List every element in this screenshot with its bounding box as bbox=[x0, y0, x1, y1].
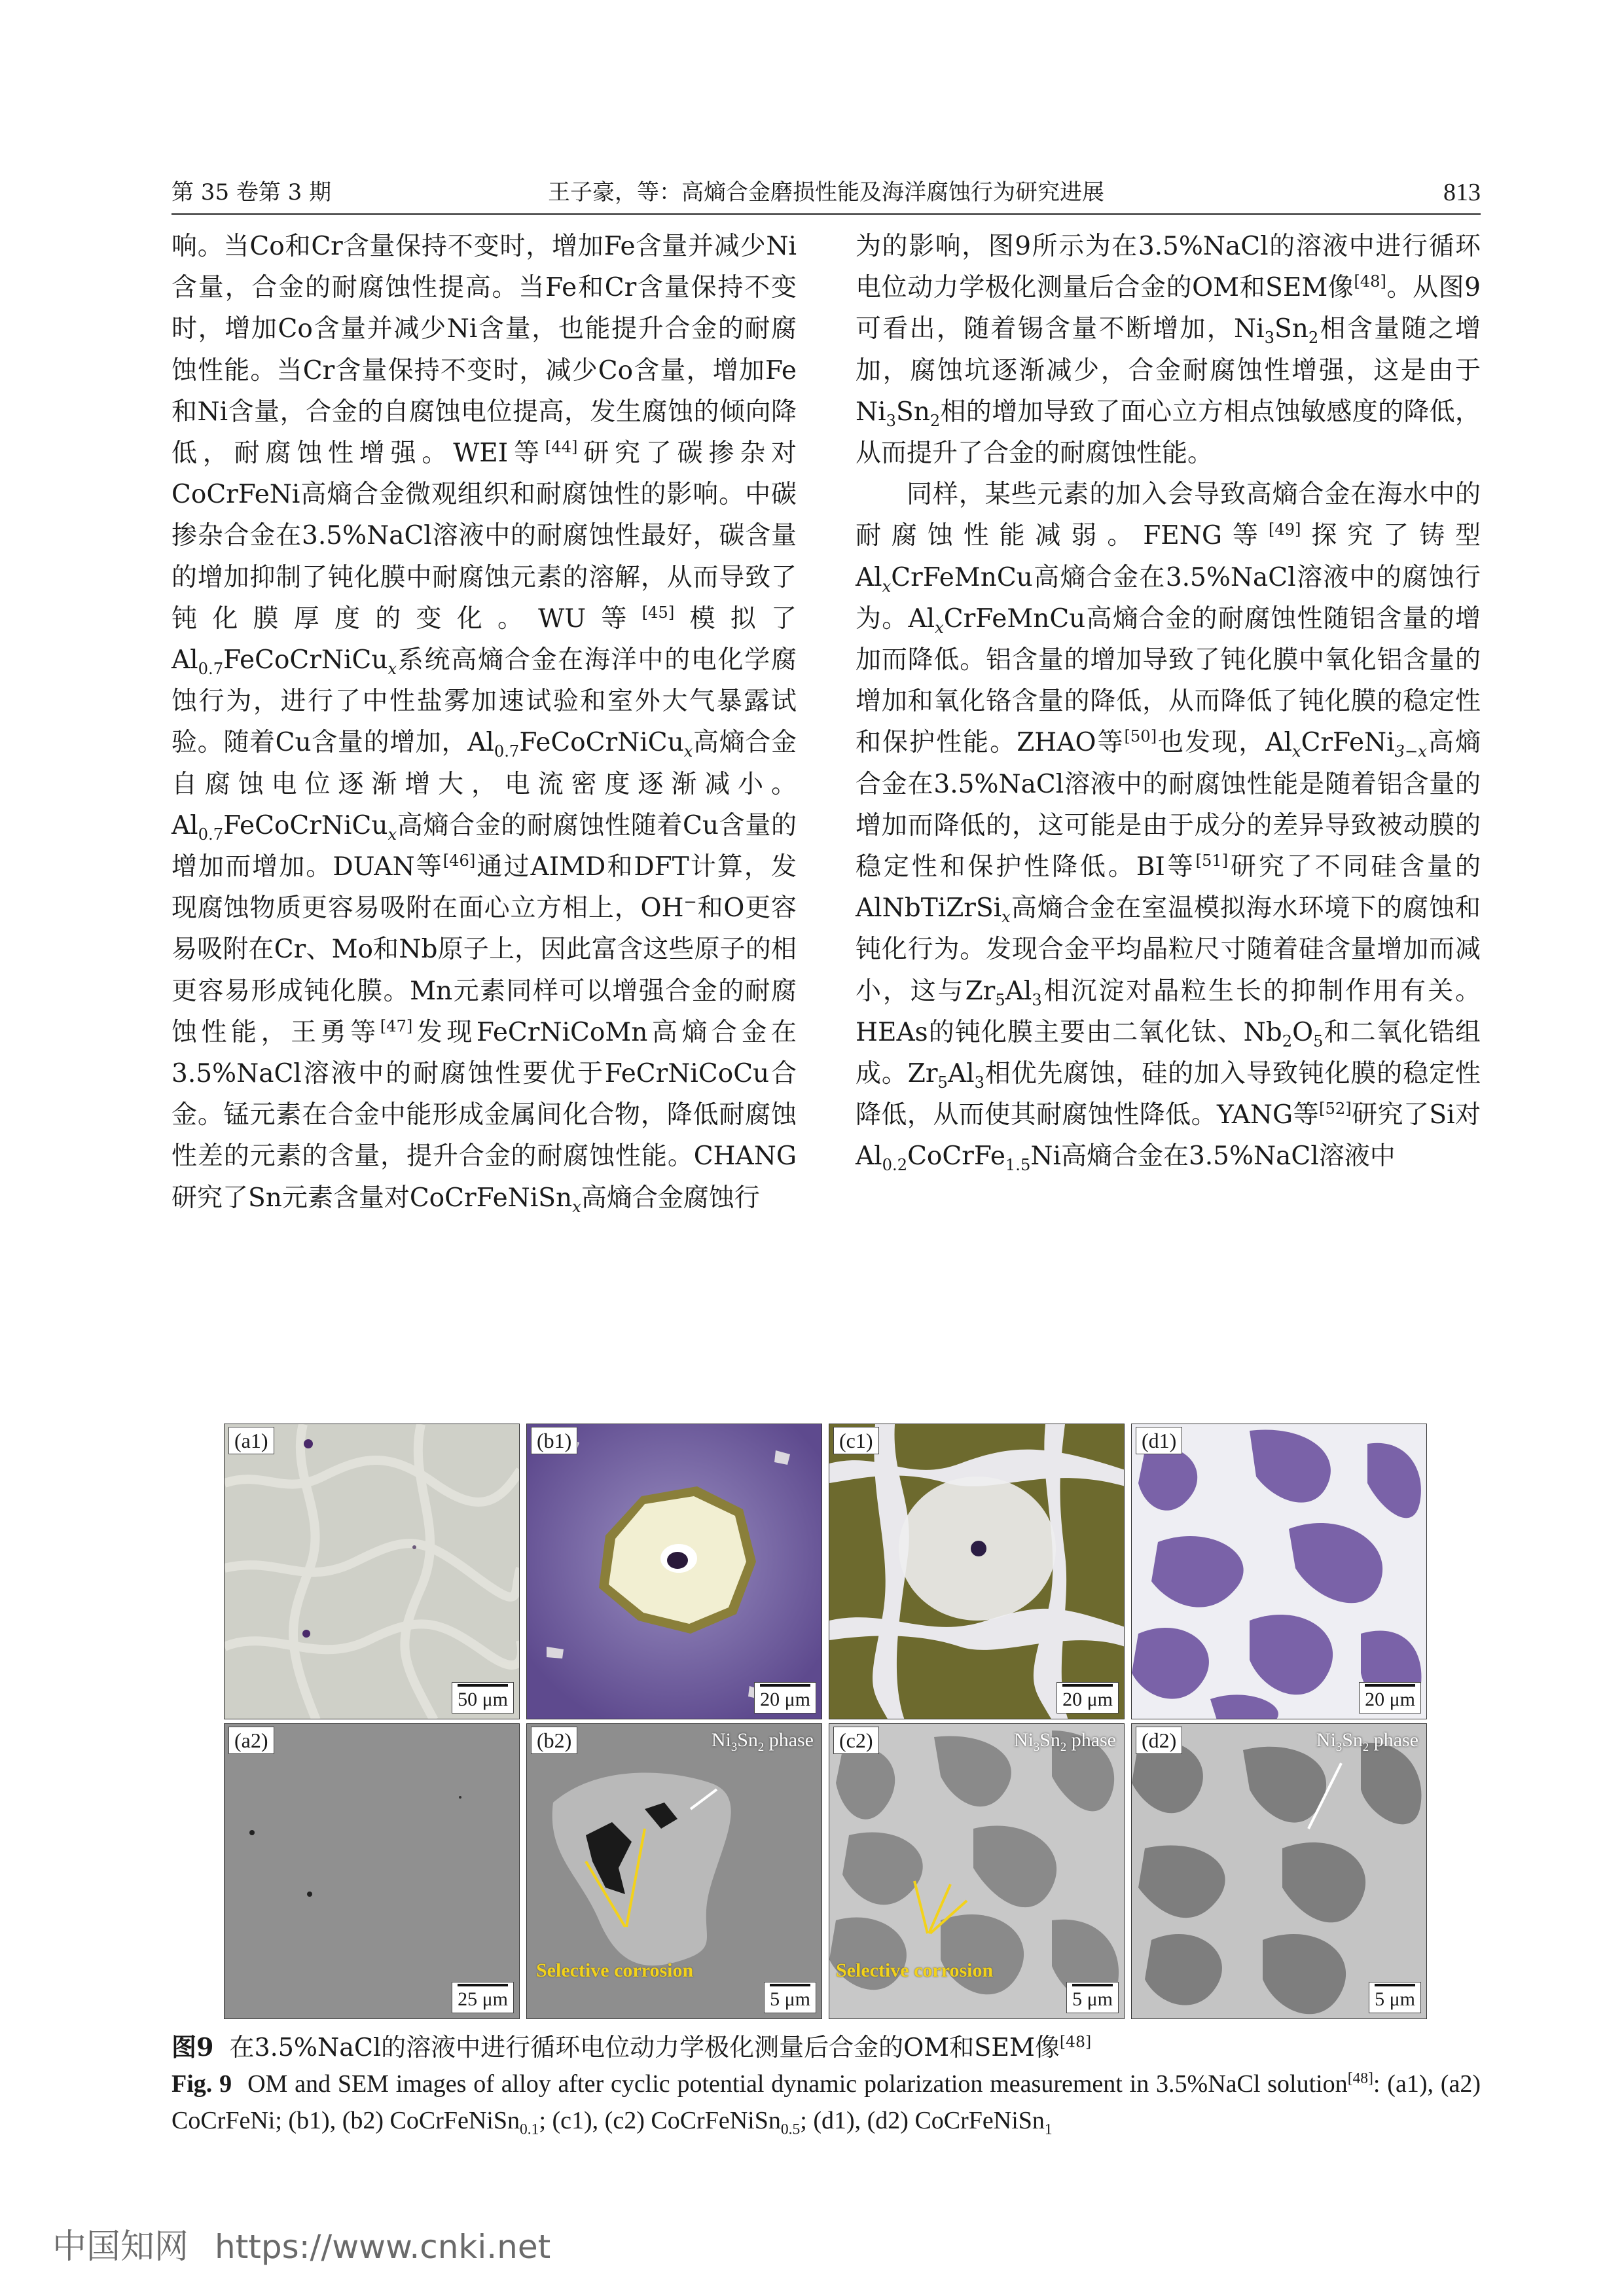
page-number: 813 bbox=[1443, 179, 1481, 206]
right-paragraph-2: 同样，某些元素的加入会导致高熵合金在海水中的耐腐蚀性能减弱。FENG等[49]探究了铸型$Al_xCrFeMnCu$高熵合金在3.5%NaCl溶液中的腐蚀行为。$Al_xCrFeMnCu$高熵合金的耐腐蚀性随铝含量的增加而降低。铝含量的增加导致了钝化膜中氧化铝含量的增加和氧化铬含量的降低，从而降低了钝化膜的稳定性和保护性能。ZHAO等[50]也发现，$Al_xCrFeNi_{3-x}$高熵合金在3.5%NaCl溶液中的耐腐蚀性能是随着铝含量的增加而降低的，这可能是由于成分的差异导致被动膜的稳定性和保护性降低。BI等[51]研究了不同硅含量的AlNbTiZrSi$_x$高熵合金在室温模拟海水环境下的腐蚀和钝化行为。发现合金平均晶粒尺寸随着硅含量增加而减小，这与$Zr_5Al_3$相沉淀对晶粒生长的抑制作用有关。HEAs的钝化膜主要由二氧化钛、$Nb_2O_5$和二氧化锆组成。$Zr_5Al_3$相优先腐蚀，硅的加入导致钝化膜的稳定性降低，从而使其耐腐蚀性降低。YANG等[52]研究了Si对$Al_{0.2}CoCrFe_{1.5}Ni$高熵合金在3.5%NaCl溶液中 bbox=[856, 480, 1481, 1175]
panel-b2-sem-image bbox=[526, 1723, 822, 2019]
panel-d1-om-image bbox=[1131, 1424, 1427, 1719]
scale-bar: 20 μm bbox=[1056, 1682, 1119, 1713]
journal-volume: 第 35 卷第 3 期 bbox=[171, 179, 332, 206]
figure-9 bbox=[224, 1424, 1428, 2019]
scale-bar: 5 μm bbox=[764, 1982, 816, 2013]
panel-label: (c1) bbox=[833, 1427, 879, 1454]
ni3sn2-phase-annotation: $Ni_3Sn_2$ phase bbox=[1316, 1729, 1418, 1754]
ni3sn2-phase-annotation: $Ni_3Sn_2$ phase bbox=[711, 1729, 814, 1754]
right-column bbox=[856, 226, 1481, 1177]
panel-label: (c2) bbox=[833, 1727, 879, 1754]
panel-c1-om-image bbox=[829, 1424, 1125, 1719]
scale-bar: 50 μm bbox=[452, 1682, 514, 1713]
panel-b1-om-image bbox=[526, 1424, 822, 1719]
panel-c2-sem-image bbox=[829, 1723, 1125, 2019]
cnki-watermark bbox=[52, 2219, 550, 2268]
scale-bar: 25 μm bbox=[452, 1982, 514, 2013]
left-paragraph: 响。当Co和Cr含量保持不变时，增加Fe含量并减少Ni含量，合金的耐腐蚀性提高。当Fe和Cr含量保持不变时，增加Co含量并减少Ni含量，也能提升合金的耐腐蚀性能。当Cr含量保持不变时，减少Co含量，增加Fe和Ni含量，合金的自腐蚀电位提高，发生腐蚀的倾向降低，耐腐蚀性增强。WEI等[44]研究了碳掺杂对CoCrFeNi高熵合金微观组织和耐腐蚀性的影响。中碳掺杂合金在3.5%NaCl溶液中的耐腐蚀性最好，碳含量的增加抑制了钝化膜中耐腐蚀元素的溶解，从而导致了钝化膜厚度的变化。WU等[45]模拟了$Al_{0.7}FeCoCrNiCu_x$系统高熵合金在海洋中的电化学腐蚀行为，进行了中性盐雾加速试验和室外大气暴露试验。随着Cu含量的增加，$Al_{0.7}FeCoCrNiCu_x$高熵合金自腐蚀电位逐渐增大，电流密度逐渐减小。$Al_{0.7}FeCoCrNiCu_x$高熵合金的耐腐蚀性随着Cu含量的增加而增加。DUAN等[46]通过AIMD和DFT计算，发现腐蚀物质更容易吸附在面心立方相上，OH−和O更容易吸附在Cr、Mo和Nb原子上，因此富含这些原子的相更容易形成钝化膜。Mn元素同样可以增强合金的耐腐蚀性能，王勇等[47]发现FeCrNiCoMn高熵合金在3.5%NaCl溶液中的耐腐蚀性要优于FeCrNiCoCu合金。锰元素在合金中能形成金属间化合物，降低耐腐蚀性差的元素的含量，提升合金的耐腐蚀性能。CHANG研究了Sn元素含量对CoCrFeNiSn$_x$高熵合金腐蚀行 bbox=[171, 232, 797, 1216]
panel-label: (a2) bbox=[228, 1727, 274, 1754]
om-micrograph-b1 bbox=[527, 1424, 822, 1719]
panel-label: (d2) bbox=[1136, 1727, 1182, 1754]
caption-chinese: 图9 在3.5%NaCl的溶液中进行循环电位动力学极化测量后合金的OM和SEM像[48] bbox=[171, 2032, 1092, 2062]
sem-micrograph-a2 bbox=[225, 1724, 520, 2019]
cnki-brand: 中国知网 bbox=[52, 2227, 189, 2267]
scale-bar: 20 μm bbox=[754, 1682, 816, 1713]
article-running-title: 王子豪，等：高熵合金磨损性能及海洋腐蚀行为研究进展 bbox=[548, 179, 1104, 206]
panel-a2-sem-image bbox=[224, 1723, 520, 2019]
sem-micrograph-d2 bbox=[1132, 1724, 1427, 2019]
panel-label: (b1) bbox=[531, 1427, 577, 1454]
running-header bbox=[171, 175, 1481, 209]
panel-a1-om-image bbox=[224, 1424, 520, 1719]
ni3sn2-phase-annotation: $Ni_3Sn_2$ phase bbox=[1013, 1729, 1116, 1754]
panel-d2-sem-image bbox=[1131, 1723, 1427, 2019]
scale-bar: 5 μm bbox=[1066, 1982, 1119, 2013]
caption-english: Fig. 9 OM and SEM images of alloy after cyclic potential dynamic polarization measurement in 3.5%NaCl solution[48]: (a1), (a2) CoCrFeNi; (b1), (b2) CoCrFeNiSn$_{0.1}$; (c1), (c2) CoCrFeNiSn$_{0.5}$; (d1), (d2) CoCrFeNiSn$_1$ bbox=[171, 2070, 1481, 2138]
selective-corrosion-annotation: Selective corrosion bbox=[536, 1960, 694, 1981]
panel-label: (b2) bbox=[531, 1727, 577, 1754]
figure-caption bbox=[171, 2029, 1481, 2139]
scale-bar: 20 μm bbox=[1359, 1682, 1421, 1713]
panel-label: (a1) bbox=[228, 1427, 274, 1454]
panel-label: (d1) bbox=[1136, 1427, 1182, 1454]
left-column bbox=[171, 226, 797, 1219]
selective-corrosion-annotation: Selective corrosion bbox=[836, 1960, 994, 1981]
scale-bar: 5 μm bbox=[1369, 1982, 1421, 2013]
om-micrograph-c1 bbox=[829, 1424, 1125, 1719]
om-micrograph-d1 bbox=[1132, 1424, 1427, 1719]
header-rule bbox=[171, 213, 1481, 215]
right-paragraph-1: 为的影响，图9所示为在3.5%NaCl的溶液中进行循环电位动力学极化测量后合金的OM和SEM像[48]。从图9可看出，随着锡含量不断增加，$Ni_3Sn_2$相含量随之增加，腐蚀坑逐渐减少，合金耐腐蚀性增强，这是由于$Ni_3Sn_2$相的增加导致了面心立方相点蚀敏感度的降低，从而提升了合金的耐腐蚀性能。 bbox=[856, 232, 1481, 469]
cnki-url[interactable]: https://www.cnki.net bbox=[215, 2228, 551, 2266]
om-micrograph-a1 bbox=[225, 1424, 520, 1719]
